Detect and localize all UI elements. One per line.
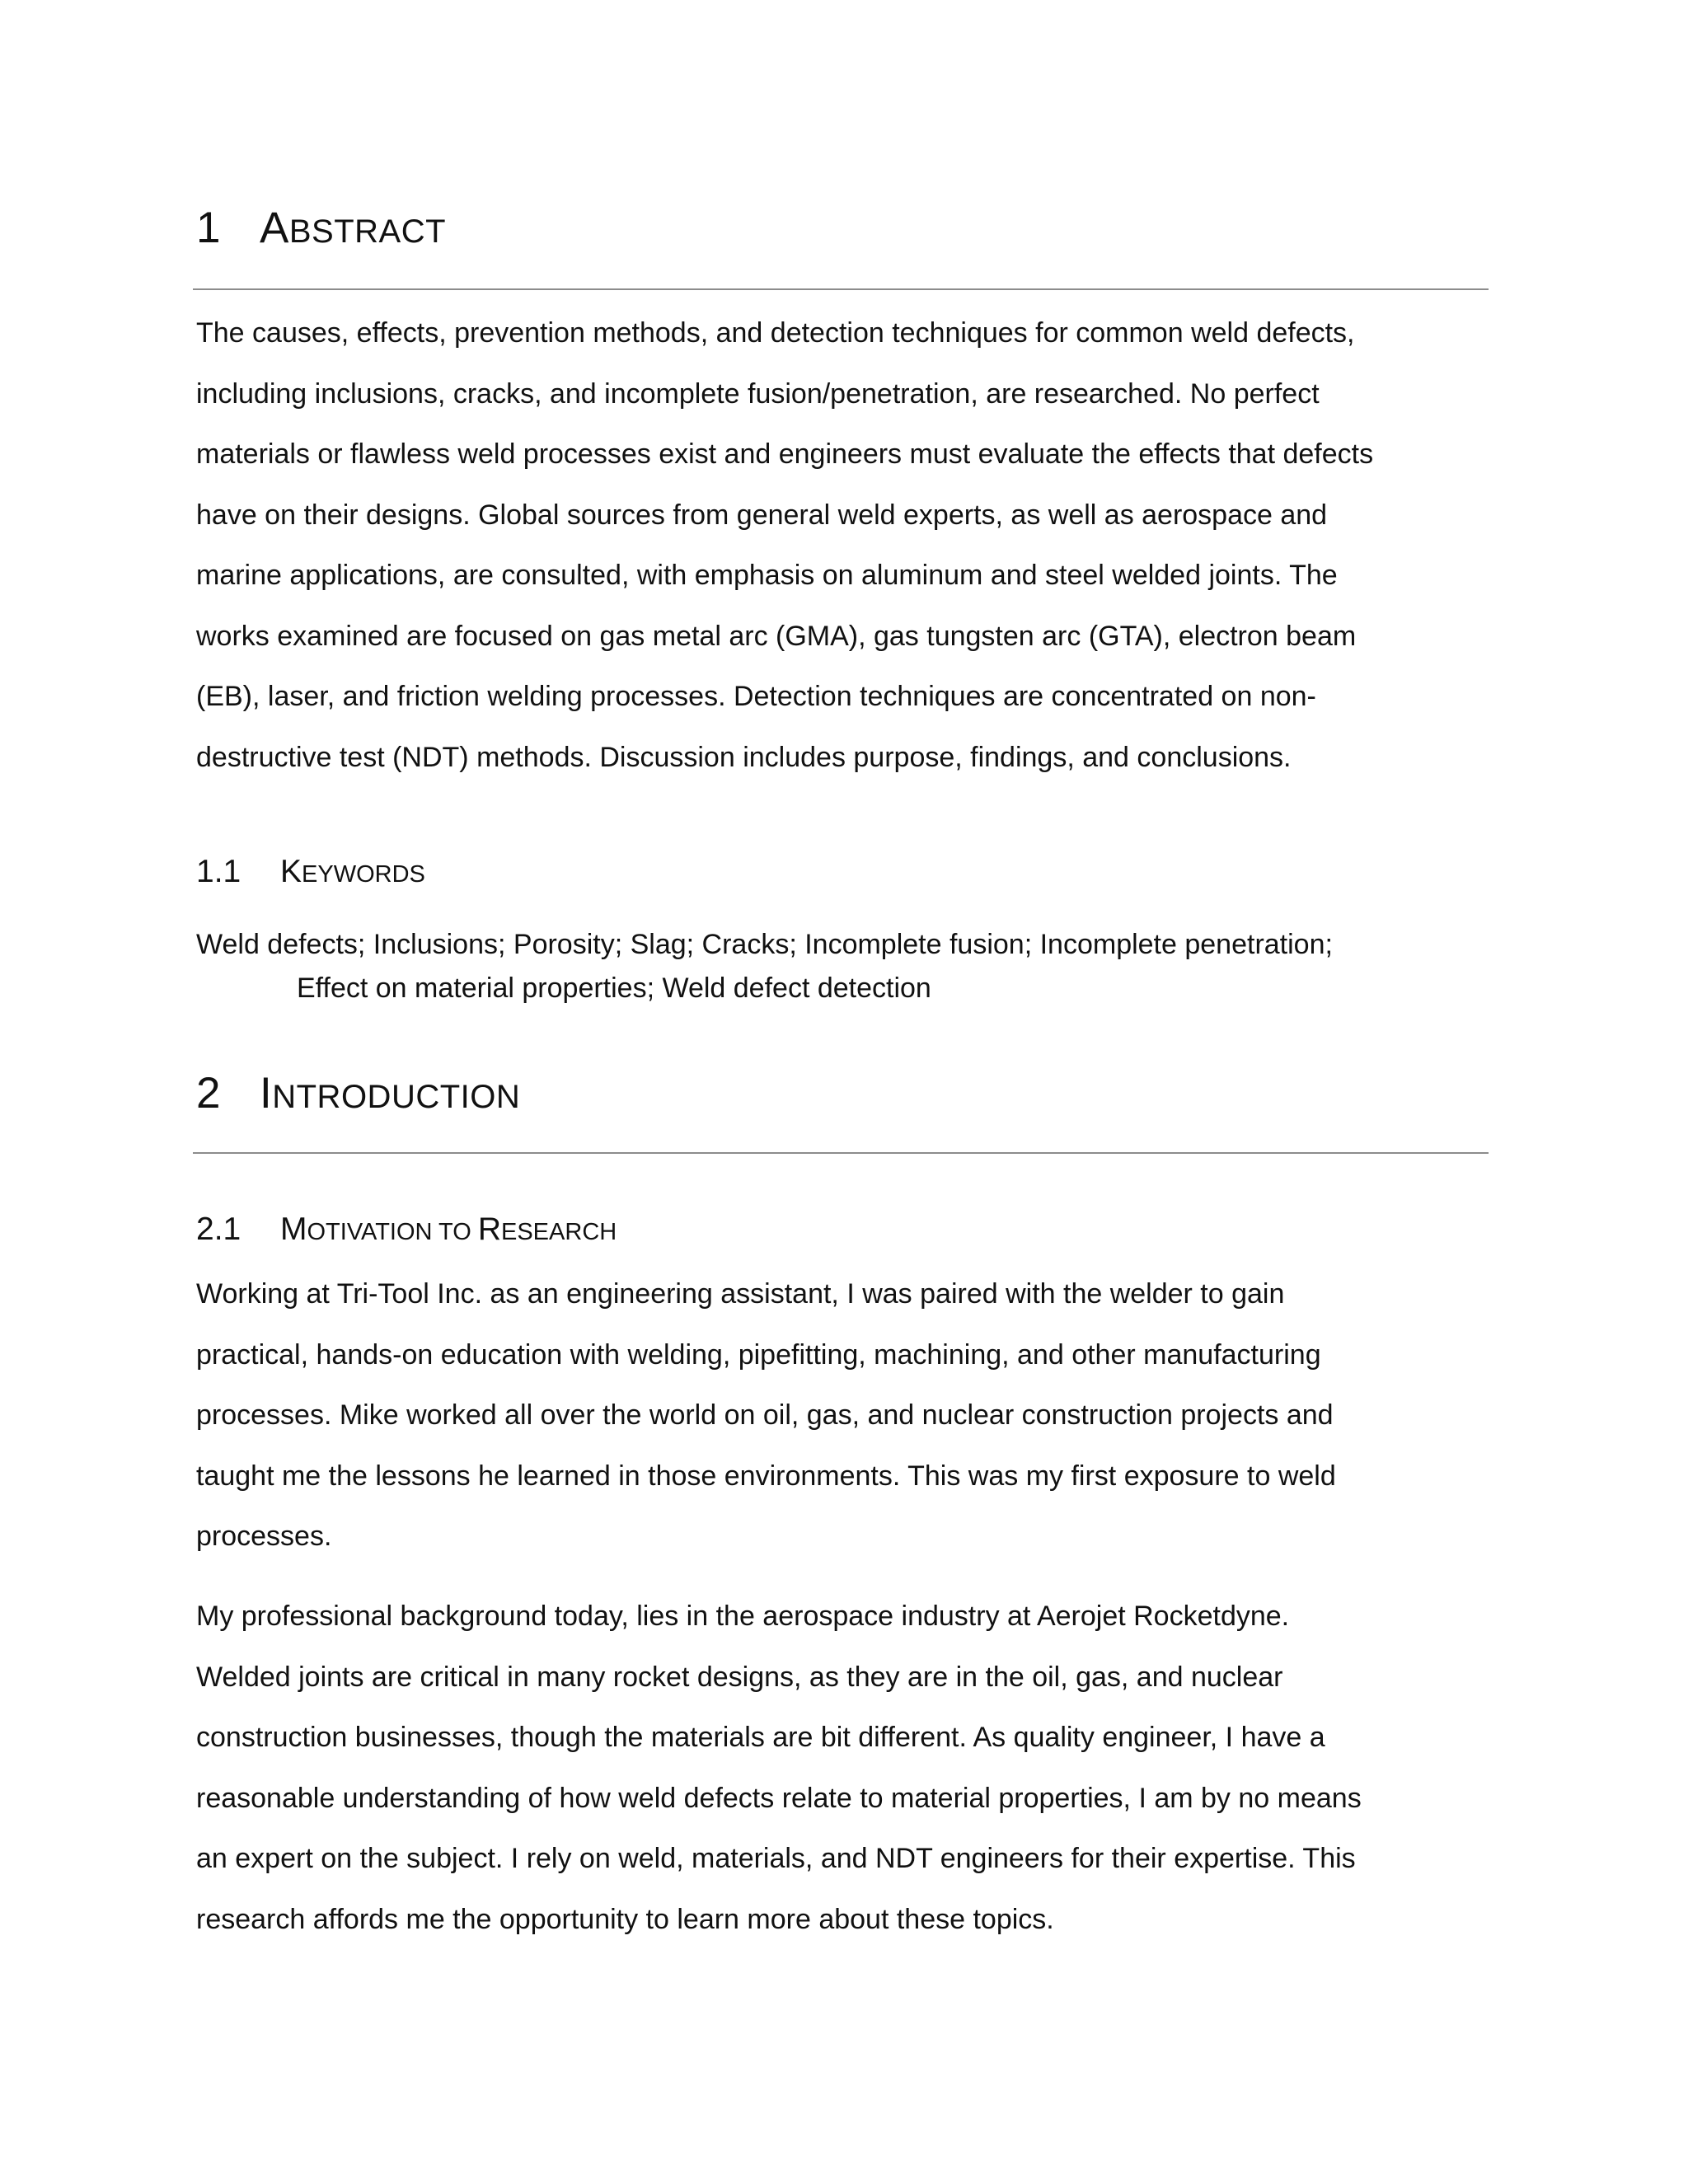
text-line: Weld defects; Inclusions; Porosity; Slag; Cracks; Incomplete fusion; Incomplete penetration; — [196, 929, 1333, 960]
heading-introduction — [196, 1069, 521, 1118]
text-line: research affords me the opportunity to learn more about these topics. — [196, 1903, 1054, 1935]
heading-abstract — [196, 206, 446, 250]
heading-rest: BSTRACT — [288, 213, 447, 250]
heading-keywords — [196, 855, 425, 888]
heading-number: 2.1 — [196, 1212, 241, 1247]
section-divider — [193, 288, 1489, 290]
text-line: reasonable understanding of how weld defects relate to material properties, I am by no means — [196, 1782, 1362, 1814]
heading-initial: A — [260, 204, 289, 252]
motivation-paragraph-1 — [196, 1264, 1482, 1568]
text-line: The causes, effects, prevention methods, and detection techniques for common weld defects, — [196, 317, 1355, 349]
heading-initial: K — [280, 854, 302, 889]
text-line: destructive test (NDT) methods. Discussion includes purpose, findings, and conclusions. — [196, 741, 1292, 773]
heading-rest: EYWORDS — [302, 861, 425, 888]
text-line: Working at Tri-Tool Inc. as an engineering assistant, I was paired with the welder to gain — [196, 1278, 1285, 1310]
heading-number: 1.1 — [196, 854, 241, 889]
heading-motivation — [196, 1213, 617, 1245]
section-divider — [193, 1152, 1489, 1154]
heading-rest: NTRODUCTION — [272, 1079, 521, 1115]
text-line: processes. — [196, 1521, 332, 1552]
text-line: (EB), laser, and friction welding processes. Detection techniques are concentrated on non- — [196, 681, 1316, 712]
text-line: taught me the lessons he learned in those environments. This was my first exposure to weld — [196, 1460, 1336, 1492]
text-line: an expert on the subject. I rely on weld, materials, and NDT engineers for their expertise. This — [196, 1843, 1356, 1874]
heading-initial: R — [477, 1212, 501, 1247]
text-line: construction businesses, though the materials are bit different. As quality engineer, I have a — [196, 1722, 1325, 1753]
heading-number: 1 — [196, 204, 221, 252]
heading-rest: OTIVATION TO — [307, 1219, 478, 1245]
text-line: My professional background today, lies in the aerospace industry at Aerojet Rocketdyne. — [196, 1601, 1290, 1632]
text-line: processes. Mike worked all over the world on oil, gas, and nuclear construction projects and — [196, 1399, 1334, 1431]
text-line: including inclusions, cracks, and incomplete fusion/penetration, are researched. No perfect — [196, 377, 1320, 410]
heading-initial: I — [260, 1069, 273, 1118]
abstract-paragraph — [196, 303, 1482, 788]
heading-initial: M — [280, 1212, 307, 1247]
keywords-list — [196, 923, 1482, 1010]
text-line: practical, hands-on education with welding, pipefitting, machining, and other manufacturing — [196, 1338, 1321, 1371]
heading-number: 2 — [196, 1069, 221, 1118]
text-line: materials or flawless weld processes exist and engineers must evaluate the effects that defects — [196, 438, 1374, 470]
heading-rest: ESEARCH — [501, 1219, 617, 1245]
text-line: works examined are focused on gas metal arc (GMA), gas tungsten arc (GTA), electron beam — [196, 620, 1357, 652]
text-line: Welded joints are critical in many rocket designs, as they are in the oil, gas, and nuclear — [196, 1661, 1283, 1693]
text-line: have on their designs. Global sources from general weld experts, as well as aerospace and — [196, 499, 1328, 531]
text-line: Effect on material properties; Weld defect detection — [297, 972, 931, 1004]
motivation-paragraph-2 — [196, 1586, 1482, 1950]
text-line: marine applications, are consulted, with emphasis on aluminum and steel welded joints. The — [196, 560, 1338, 591]
